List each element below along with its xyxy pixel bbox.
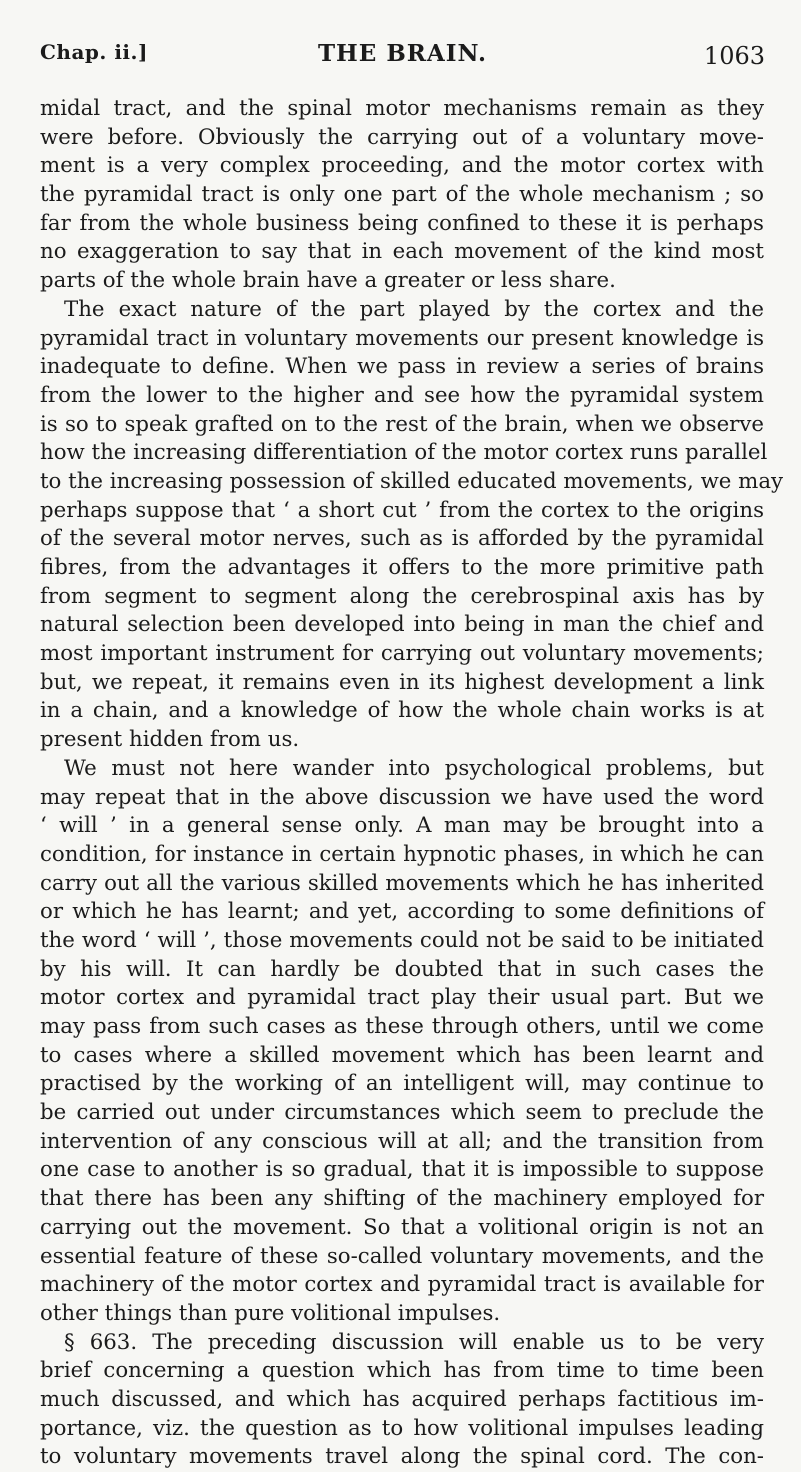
running-header — [40, 40, 765, 80]
text-line: parts of the whole brain have a greater or less share. — [40, 268, 616, 294]
text-line: condition, for instance in certain hypnotic phases, in which he can — [40, 841, 764, 867]
text-line: or which he has learnt; and yet, according to some definitions of — [40, 899, 764, 925]
text-line: carry out all the various skilled movements which he has inherited — [40, 870, 764, 896]
text-line: intervention of any conscious will at all; and the transition from — [40, 1128, 764, 1154]
text-line: perhaps suppose that ‘ a short cut ’ from the cortex to the origins — [40, 497, 764, 523]
text-line: motor cortex and pyramidal tract play their usual part. But we — [40, 985, 764, 1011]
text-line: may repeat that in the above discussion we have used the word — [40, 784, 764, 810]
text-line: portance, viz. the question as to how volitional impulses leading — [40, 1415, 764, 1441]
text-line: the pyramidal tract is only one part of the whole mechanism ; so — [40, 182, 764, 208]
text-line: other things than pure volitional impulses. — [40, 1300, 501, 1326]
text-line: that there has been any shifting of the machinery employed for — [40, 1186, 764, 1212]
text-line: natural selection been developed into being in man the chief and — [40, 612, 764, 638]
text-line: brief concerning a question which has from time to time been — [40, 1358, 764, 1384]
text-line: pyramidal tract in voluntary movements our present knowledge is — [40, 325, 764, 351]
text-line: machinery of the motor cortex and pyramidal tract is available for — [40, 1272, 764, 1298]
text-line: essential feature of these so-called voluntary movements, and the — [40, 1243, 764, 1269]
text-line: most important instrument for carrying out voluntary movements; — [40, 641, 764, 667]
text-line: We must not here wander into psychological problems, but — [64, 755, 764, 781]
text-line: the word ‘ will ’, those movements could not be said to be initiated — [40, 927, 764, 953]
text-line: how the increasing differentiation of the motor cortex runs parallel — [40, 440, 768, 466]
text-line: fibres, from the advantages it offers to the more primitive path — [40, 555, 764, 580]
text-line: from segment to segment along the cerebrospinal axis has by — [40, 583, 764, 609]
text-line: ‘ will ’ in a general sense only. A man may be brought into a — [40, 813, 764, 839]
text-line: is so to speak grafted on to the rest of the brain, when we observe — [40, 411, 764, 437]
running-title: THE BRAIN. — [317, 40, 488, 67]
text-line: be carried out under circumstances which seem to preclude the — [40, 1100, 764, 1126]
text-line: may pass from such cases as these through others, until we come — [40, 1014, 764, 1039]
text-line: to voluntary movements travel along the spinal cord. The con- — [40, 1444, 764, 1470]
text-line: ment is a very complex proceeding, and the motor cortex with — [40, 153, 764, 179]
text-line: no exaggeration to say that in each movement of the kind most — [40, 239, 764, 265]
section-start-line: § 663. The preceding discussion will enable us to be very — [64, 1329, 764, 1355]
text-line: in a chain, and a knowledge of how the whole chain works is at — [40, 698, 764, 724]
text-line: but, we repeat, it remains even in its highest development a link — [40, 669, 764, 695]
text-line: The exact nature of the part played by the cortex and the — [64, 296, 764, 322]
text-line: far from the whole business being confined to these it is perhaps — [40, 210, 764, 236]
text-line: present hidden from us. — [40, 727, 300, 753]
text-line: carrying out the movement. So that a volitional origin is not an — [40, 1214, 764, 1240]
text-line: of the several motor nerves, such as is afforded by the pyramidal — [40, 526, 764, 552]
text-line: one case to another is so gradual, that it is impossible to suppose — [40, 1157, 764, 1183]
text-line: to the increasing possession of skilled educated movements, we may — [40, 468, 784, 494]
text-line: from the lower to the higher and see how the pyramidal system — [40, 382, 764, 408]
text-line: by his will. It can hardly be doubted that in such cases the — [40, 956, 764, 982]
text-line: much discussed, and which has acquired perhaps factitious im- — [40, 1386, 764, 1412]
text-line: midal tract, and the spinal motor mechanisms remain as they — [40, 96, 764, 121]
body-text — [40, 95, 784, 1472]
text-line: to cases where a skilled movement which has been learnt and — [40, 1042, 764, 1068]
text-line: were before. Obviously the carrying out of a voluntary move- — [40, 124, 764, 150]
text-line: inadequate to define. When we pass in review a series of brains — [40, 354, 764, 380]
text-line: practised by the working of an intelligent will, may continue to — [40, 1071, 764, 1097]
page-number: 1063 — [703, 42, 765, 70]
chapter-label: Chap. ii.] — [40, 40, 148, 64]
